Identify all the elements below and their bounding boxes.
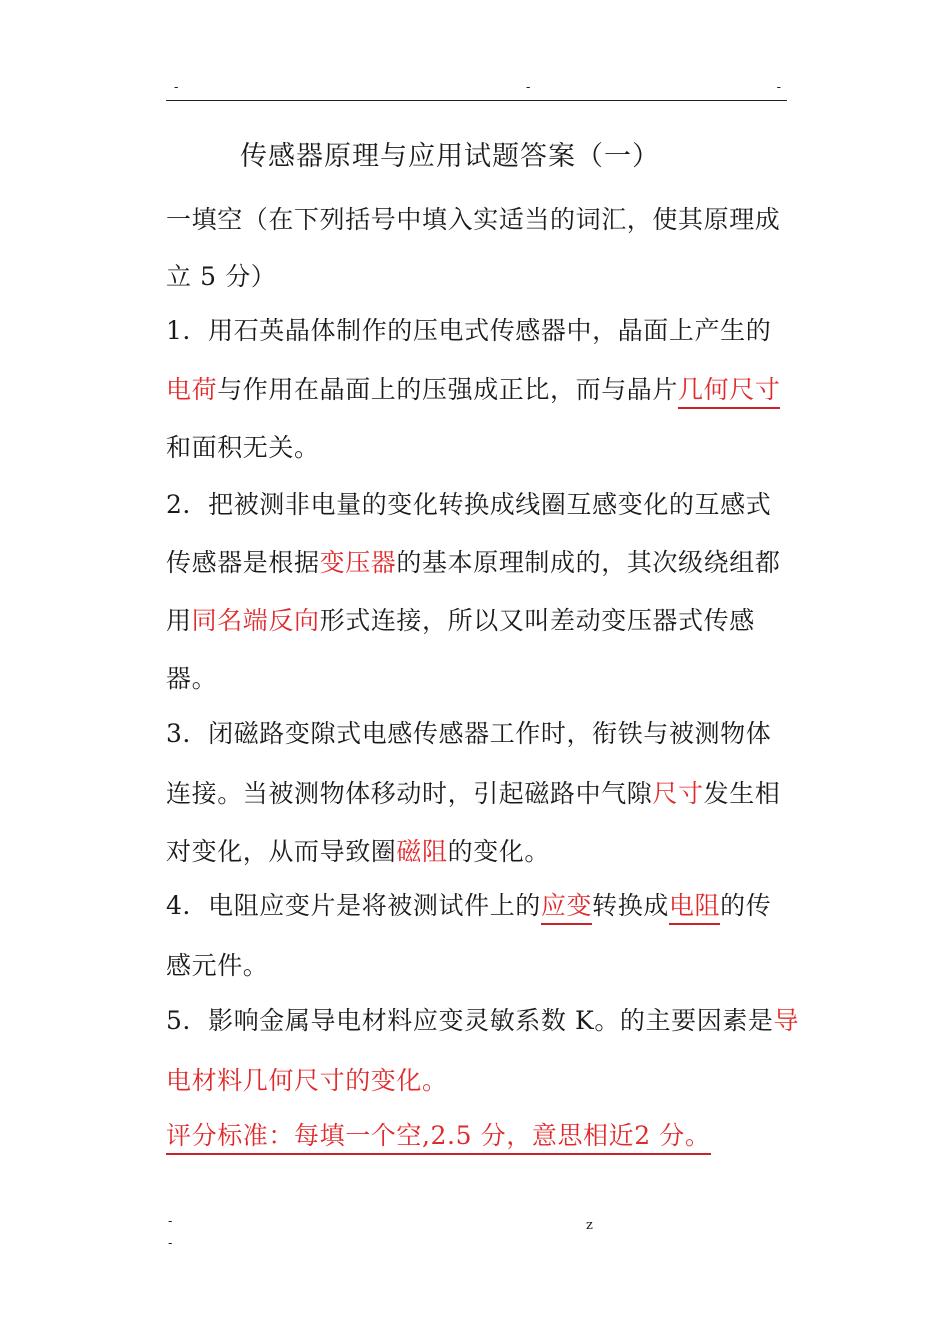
question-2-text-b: 的基本原理制成的，其次级绕组都	[396, 548, 781, 577]
question-3-text-d: 的变化。	[447, 837, 551, 866]
header-center-mark: -	[526, 80, 531, 95]
scoring-text: 评分标准：每填一个空,2.5 分，意思相近2 分。	[166, 1121, 711, 1155]
question-3-line-3	[166, 832, 550, 868]
answer-material-part-1: 导	[773, 1006, 800, 1035]
footer-center-mark: z	[586, 1218, 593, 1233]
answer-strain: 应变	[541, 891, 592, 925]
answer-resistance: 电阻	[669, 891, 720, 925]
answer-reverse-same-terminal: 同名端反向	[191, 606, 320, 635]
question-4-text-c: 的传	[720, 891, 772, 920]
question-2-text-d: 形式连接，所以又叫差动变压器式传感	[319, 606, 755, 635]
document-title: 传感器原理与应用试题答案（一）	[240, 141, 660, 172]
question-3-text-a: 连接。当被测物体移动时，引起磁路中气隙	[166, 779, 653, 808]
question-3-text-b: 发生相	[703, 779, 781, 808]
answer-geometry-size: 几何尺寸	[678, 375, 780, 409]
question-5-text: 5．影响金属导电材料应变灵敏系数 K。的主要因素是	[166, 1006, 774, 1035]
question-2-line-4: 器。	[166, 664, 218, 693]
question-2-line-3	[166, 601, 755, 637]
scoring-criteria	[166, 1116, 711, 1152]
question-5-line-2: 电材料几何尺寸的变化。	[166, 1066, 448, 1095]
question-3-line-1: 3．闭磁路变隙式电感传感器工作时，衔铁与被测物体	[166, 719, 772, 748]
question-2-line-2	[166, 543, 780, 579]
answer-charge: 电荷	[166, 375, 218, 404]
question-1-line-2	[166, 370, 780, 406]
question-2-text-a: 传感器是根据	[166, 548, 320, 577]
question-5-line-1	[166, 1001, 799, 1037]
question-2-text-c: 用	[166, 606, 192, 635]
footer-left-mark-2: -	[168, 1236, 173, 1251]
question-4-line-2: 感元件。	[166, 951, 269, 980]
answer-size: 尺寸	[652, 779, 704, 808]
question-1-line-1: 1．用石英晶体制作的压电式传感器中，晶面上产生的	[166, 316, 772, 345]
question-2-line-1: 2．把被测非电量的变化转换成线圈互感变化的互感式	[166, 490, 772, 519]
section-intro-line-2: 立 5 分）	[166, 262, 277, 291]
question-3-line-2	[166, 774, 780, 810]
question-4-line-1	[166, 886, 771, 922]
page-header	[166, 78, 787, 101]
question-1-text: 与作用在晶面上的压强成正比，而与晶片	[217, 375, 679, 404]
question-3-text-c: 对变化，从而导致圈	[166, 837, 397, 866]
header-left-mark: -	[174, 80, 179, 95]
footer-left-mark-1: -	[168, 1214, 173, 1229]
answer-reluctance: 磁阻	[396, 837, 448, 866]
answer-transformer: 变压器	[319, 548, 397, 577]
question-1-line-3: 和面积无关。	[166, 433, 320, 462]
question-4-text-a: 4．电阻应变片是将被测试件上的	[166, 891, 541, 920]
header-right-mark: -	[776, 80, 781, 95]
section-intro-line-1: 一填空（在下列括号中填入实适当的词汇，使其原理成	[166, 205, 781, 234]
question-4-text-b: 转换成	[592, 891, 669, 920]
